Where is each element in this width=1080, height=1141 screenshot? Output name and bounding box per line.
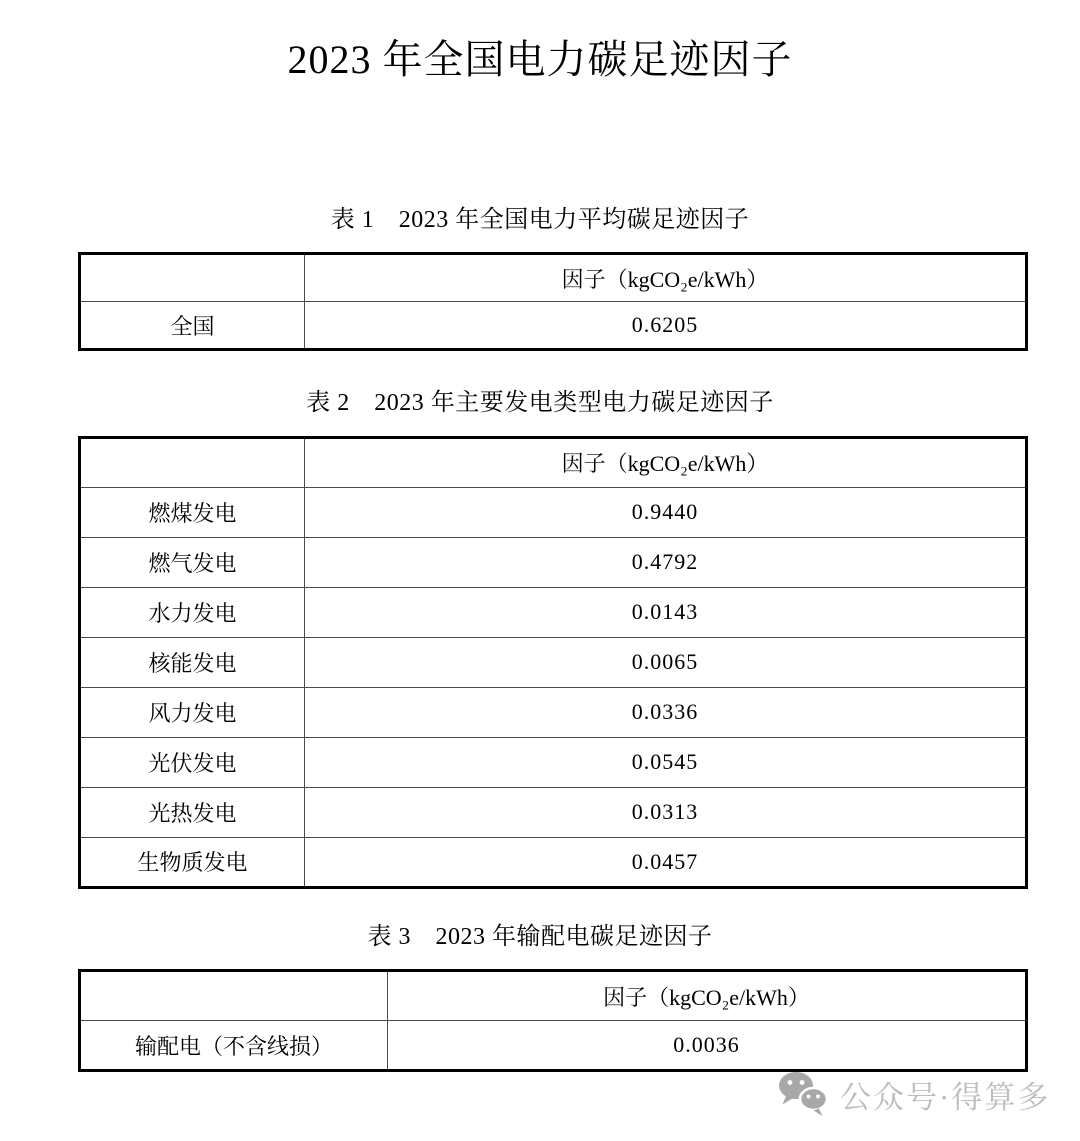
table1-header-row bbox=[80, 254, 1027, 302]
table3-header-empty-cell bbox=[80, 971, 388, 1021]
wechat-icon bbox=[776, 1070, 830, 1118]
table2-row-nuclear bbox=[80, 637, 1027, 687]
table2-row-wind bbox=[80, 687, 1027, 737]
table2-row-hydro bbox=[80, 587, 1027, 637]
row-label: 光伏发电 bbox=[80, 737, 305, 787]
row-value: 0.0336 bbox=[305, 687, 1027, 737]
table2-row-solar-thermal bbox=[80, 787, 1027, 837]
table1-header-factor-cell: 因子（kgCO₂e/kWh） bbox=[305, 254, 1027, 302]
row-value: 0.6205 bbox=[305, 302, 1027, 350]
table2-caption: 表 2 2023 年主要发电类型电力碳足迹因子 bbox=[306, 390, 774, 417]
row-label: 水力发电 bbox=[80, 587, 305, 637]
table1-caption: 表 1 2023 年全国电力平均碳足迹因子 bbox=[330, 207, 750, 233]
row-label: 全国 bbox=[80, 302, 305, 350]
table3-header-row bbox=[80, 971, 1027, 1021]
table2-generation-types bbox=[78, 436, 1028, 889]
row-value: 0.0065 bbox=[305, 637, 1027, 687]
row-value: 0.9440 bbox=[305, 487, 1027, 537]
row-label: 核能发电 bbox=[80, 637, 305, 687]
table3-caption: 表 3 2023 年输配电碳足迹因子 bbox=[367, 923, 713, 950]
row-value: 0.4792 bbox=[305, 537, 1027, 587]
row-label: 光热发电 bbox=[80, 787, 305, 837]
watermark-text: 公众号·得算多 bbox=[840, 1079, 1051, 1115]
row-value: 0.0143 bbox=[305, 587, 1027, 637]
table1-row-national bbox=[80, 302, 1027, 350]
table2-row-coal bbox=[80, 487, 1027, 537]
table2-header-factor-cell: 因子（kgCO₂e/kWh） bbox=[305, 437, 1027, 487]
table2-row-solar-pv bbox=[80, 737, 1027, 787]
row-label: 风力发电 bbox=[80, 687, 305, 737]
row-label: 输配电（不含线损） bbox=[80, 1021, 388, 1071]
table2-header-empty-cell bbox=[80, 437, 305, 487]
table1-header-empty-cell bbox=[80, 254, 305, 302]
table1-national-average bbox=[78, 252, 1028, 351]
row-value: 0.0457 bbox=[305, 837, 1027, 887]
row-value: 0.0036 bbox=[388, 1021, 1027, 1071]
table3-header-factor-cell: 因子（kgCO₂e/kWh） bbox=[388, 971, 1027, 1021]
row-label: 燃气发电 bbox=[80, 537, 305, 587]
row-label: 生物质发电 bbox=[80, 837, 305, 887]
document-title: 2023 年全国电力碳足迹因子 bbox=[287, 37, 793, 82]
row-value: 0.0545 bbox=[305, 737, 1027, 787]
watermark bbox=[776, 1070, 1050, 1118]
table2-row-gas bbox=[80, 537, 1027, 587]
row-value: 0.0313 bbox=[305, 787, 1027, 837]
table2-row-biomass bbox=[80, 837, 1027, 887]
row-label: 燃煤发电 bbox=[80, 487, 305, 537]
table3-transmission bbox=[78, 969, 1028, 1072]
table2-header-row bbox=[80, 437, 1027, 487]
table3-row-transmission bbox=[80, 1021, 1027, 1071]
